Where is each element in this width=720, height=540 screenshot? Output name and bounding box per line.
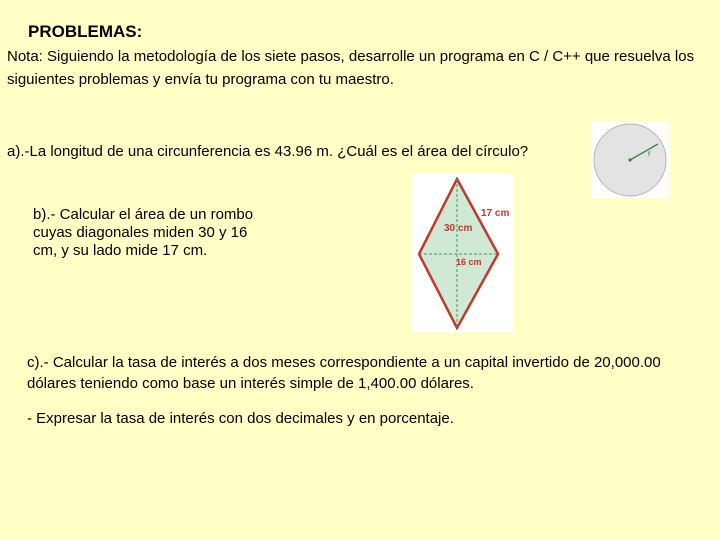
problem-b: b).- Calcular el área de un rombo cuyas diagonales miden 30 y 16 cm, y su lado mide 17 cm. bbox=[33, 206, 254, 259]
circle-center bbox=[628, 158, 631, 161]
radius-label: r bbox=[648, 149, 651, 158]
short-diagonal-label: 16 cm bbox=[456, 257, 482, 267]
problem-c-extra: - Expresar la tasa de interés con dos decimales y en porcentaje. bbox=[27, 410, 454, 427]
circle-diagram bbox=[592, 122, 670, 198]
rhombus-diagram bbox=[411, 174, 514, 332]
long-diagonal-label: 30 cm bbox=[444, 223, 473, 234]
instructions-note: Nota: Siguiendo la metodología de los siete pasos, desarrolle un programa en C / C++ que resuelva los siguientes problemas y envía tu programa con tu maestro. bbox=[7, 48, 695, 88]
problem-a: a).-La longitud de una circunferencia es 43.96 m. ¿Cuál es el área del círculo? bbox=[7, 143, 529, 160]
side-label: 17 cm bbox=[481, 208, 510, 219]
circle-figure bbox=[592, 122, 670, 198]
problem-c: c).- Calcular la tasa de interés a dos meses correspondiente a un capital invertido de 20,000.00 dólares teniendo como base un interés simple de 1,400.00 dólares. bbox=[27, 354, 661, 392]
page-title: PROBLEMAS: bbox=[28, 22, 143, 41]
rhombus-figure bbox=[411, 174, 514, 332]
